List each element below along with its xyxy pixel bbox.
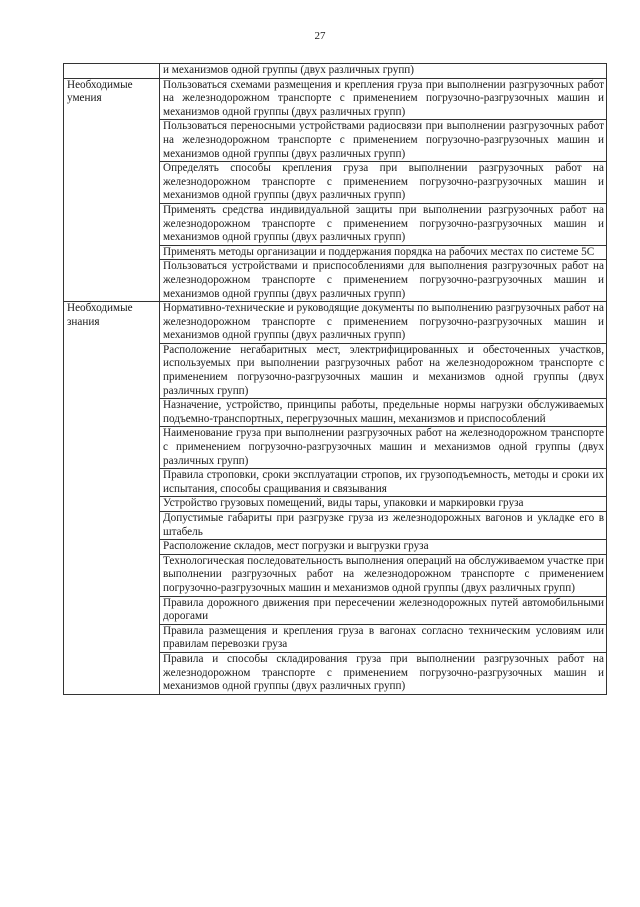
row-text: Нормативно-технические и руководящие документы по выполнению разгрузочных работ на железнодорожном транспорте с применением погрузочно-разгрузочных машин и механизмов одной группы (двух различных групп): [163, 302, 604, 342]
table-row: [64, 78, 607, 120]
row-text-cell: [160, 596, 607, 624]
row-text: Правила строповки, сроки эксплуатации стропов, их грузоподъемность, методы и сроки их испытания, способы сращивания и связывания: [163, 469, 604, 495]
row-text: Расположение складов, мест погрузки и выгрузки груза: [163, 540, 429, 553]
row-text: Пользоваться схемами размещения и крепления груза при выполнении разгрузочных работ на железнодорожном транспорте с применением погрузочно-разгрузочных машин и механизмов одной группы (двух различных групп): [163, 78, 604, 118]
requirements-table: [63, 63, 607, 695]
row-text: Применять средства индивидуальной защиты при выполнении разгрузочных работ на железнодорожном транспорте с применением погрузочно-разгрузочных машин и механизмов одной группы (двух различных групп): [163, 203, 604, 244]
row-text-cell: [160, 554, 607, 596]
row-text: Расположение негабаритных мест, электрифицированных и обесточенных участков, используемых при выполнении разгрузочных работ на железнодорожном транспорте с применением погрузочно-разгрузочных машин и механизмов одной группы (двух различных групп): [163, 343, 604, 397]
row-text-cell: [160, 652, 607, 694]
row-text: Правила дорожного движения при пересечении железнодорожных путей автомобильными дорогами: [163, 596, 604, 623]
section-label-skills: [64, 78, 160, 302]
section-label-knowledge: [64, 302, 160, 695]
row-text: Наименование груза при выполнении разгрузочных работ на железнодорожном транспорте с применением погрузочно-разгрузочных машин и механизмов одной группы (двух различных групп): [163, 427, 604, 467]
row-text-cell: [160, 78, 607, 120]
row-text-cell: [160, 162, 607, 204]
row-text: Правила и способы складирования груза при выполнении разгрузочных работ на железнодорожном транспорте с применением погрузочно-разгрузочных машин и механизмов одной группы (двух различных групп): [163, 652, 604, 693]
row-text: Допустимые габариты при разгрузке груза из железнодорожных вагонов и укладке его в штабель: [163, 512, 604, 538]
section-label-text: Необходимые умения: [67, 78, 133, 105]
row-text: Устройство грузовых помещений, виды тары, упаковки и маркировки груза: [163, 497, 524, 510]
row-text-cell: [160, 343, 607, 398]
row-text-cell: [160, 203, 607, 245]
row-text-cell: [160, 245, 607, 260]
table-row: [64, 64, 607, 79]
row-text: Применять методы организации и поддержания порядка на рабочих местах по системе 5С: [163, 245, 595, 258]
row-text: Назначение, устройство, принципы работы, предельные нормы нагрузки обслуживаемых подъемно-транспортных, перегрузочных машин, механизмов и приспособлений: [163, 399, 604, 425]
table-row: [64, 302, 607, 344]
row-text-cell: [160, 120, 607, 162]
row-text-cell: [160, 399, 607, 427]
page-number: 27: [314, 30, 326, 42]
row-label-cell: [64, 64, 160, 79]
row-text-cell: [160, 427, 607, 469]
row-text-cell: [160, 512, 607, 540]
row-text-cell: [160, 302, 607, 344]
section-label-text: Необходимые знания: [67, 302, 133, 328]
row-text-cell: [160, 260, 607, 302]
row-text-cell: [160, 540, 607, 555]
row-text: Определять способы крепления груза при выполнении разгрузочных работ на железнодорожном транспорте с применением погрузочно-разгрузочных машин и механизмов одной группы (двух различных групп): [163, 162, 604, 202]
row-text-cell: [160, 624, 607, 652]
row-text-cell: [160, 469, 607, 497]
row-text: Пользоваться переносными устройствами радиосвязи при выполнении разгрузочных работ на железнодорожном транспорте с применением погрузочно-разгрузочных машин и механизмов одной группы (двух различных групп): [163, 120, 604, 160]
row-text-cell: [160, 64, 607, 79]
row-text: Правила размещения и крепления груза в вагонах согласно техническим условиям или правилам перевозки груза: [163, 624, 604, 651]
row-text: Технологическая последовательность выполнения операций на обслуживаемом участке при выполнении разгрузочных работ на железнодорожном транспорте с применением погрузочно-разгрузочных машин и механизмов одной группы (двух различных групп): [163, 554, 604, 594]
row-text-cell: [160, 497, 607, 512]
row-text: Пользоваться устройствами и приспособлениями для выполнения разгрузочных работ на железнодорожном транспорте с применением погрузочно-разгрузочных машин и механизмов одной группы (двух различных групп): [163, 260, 604, 300]
row-text: и механизмов одной группы (двух различных групп): [163, 64, 415, 76]
